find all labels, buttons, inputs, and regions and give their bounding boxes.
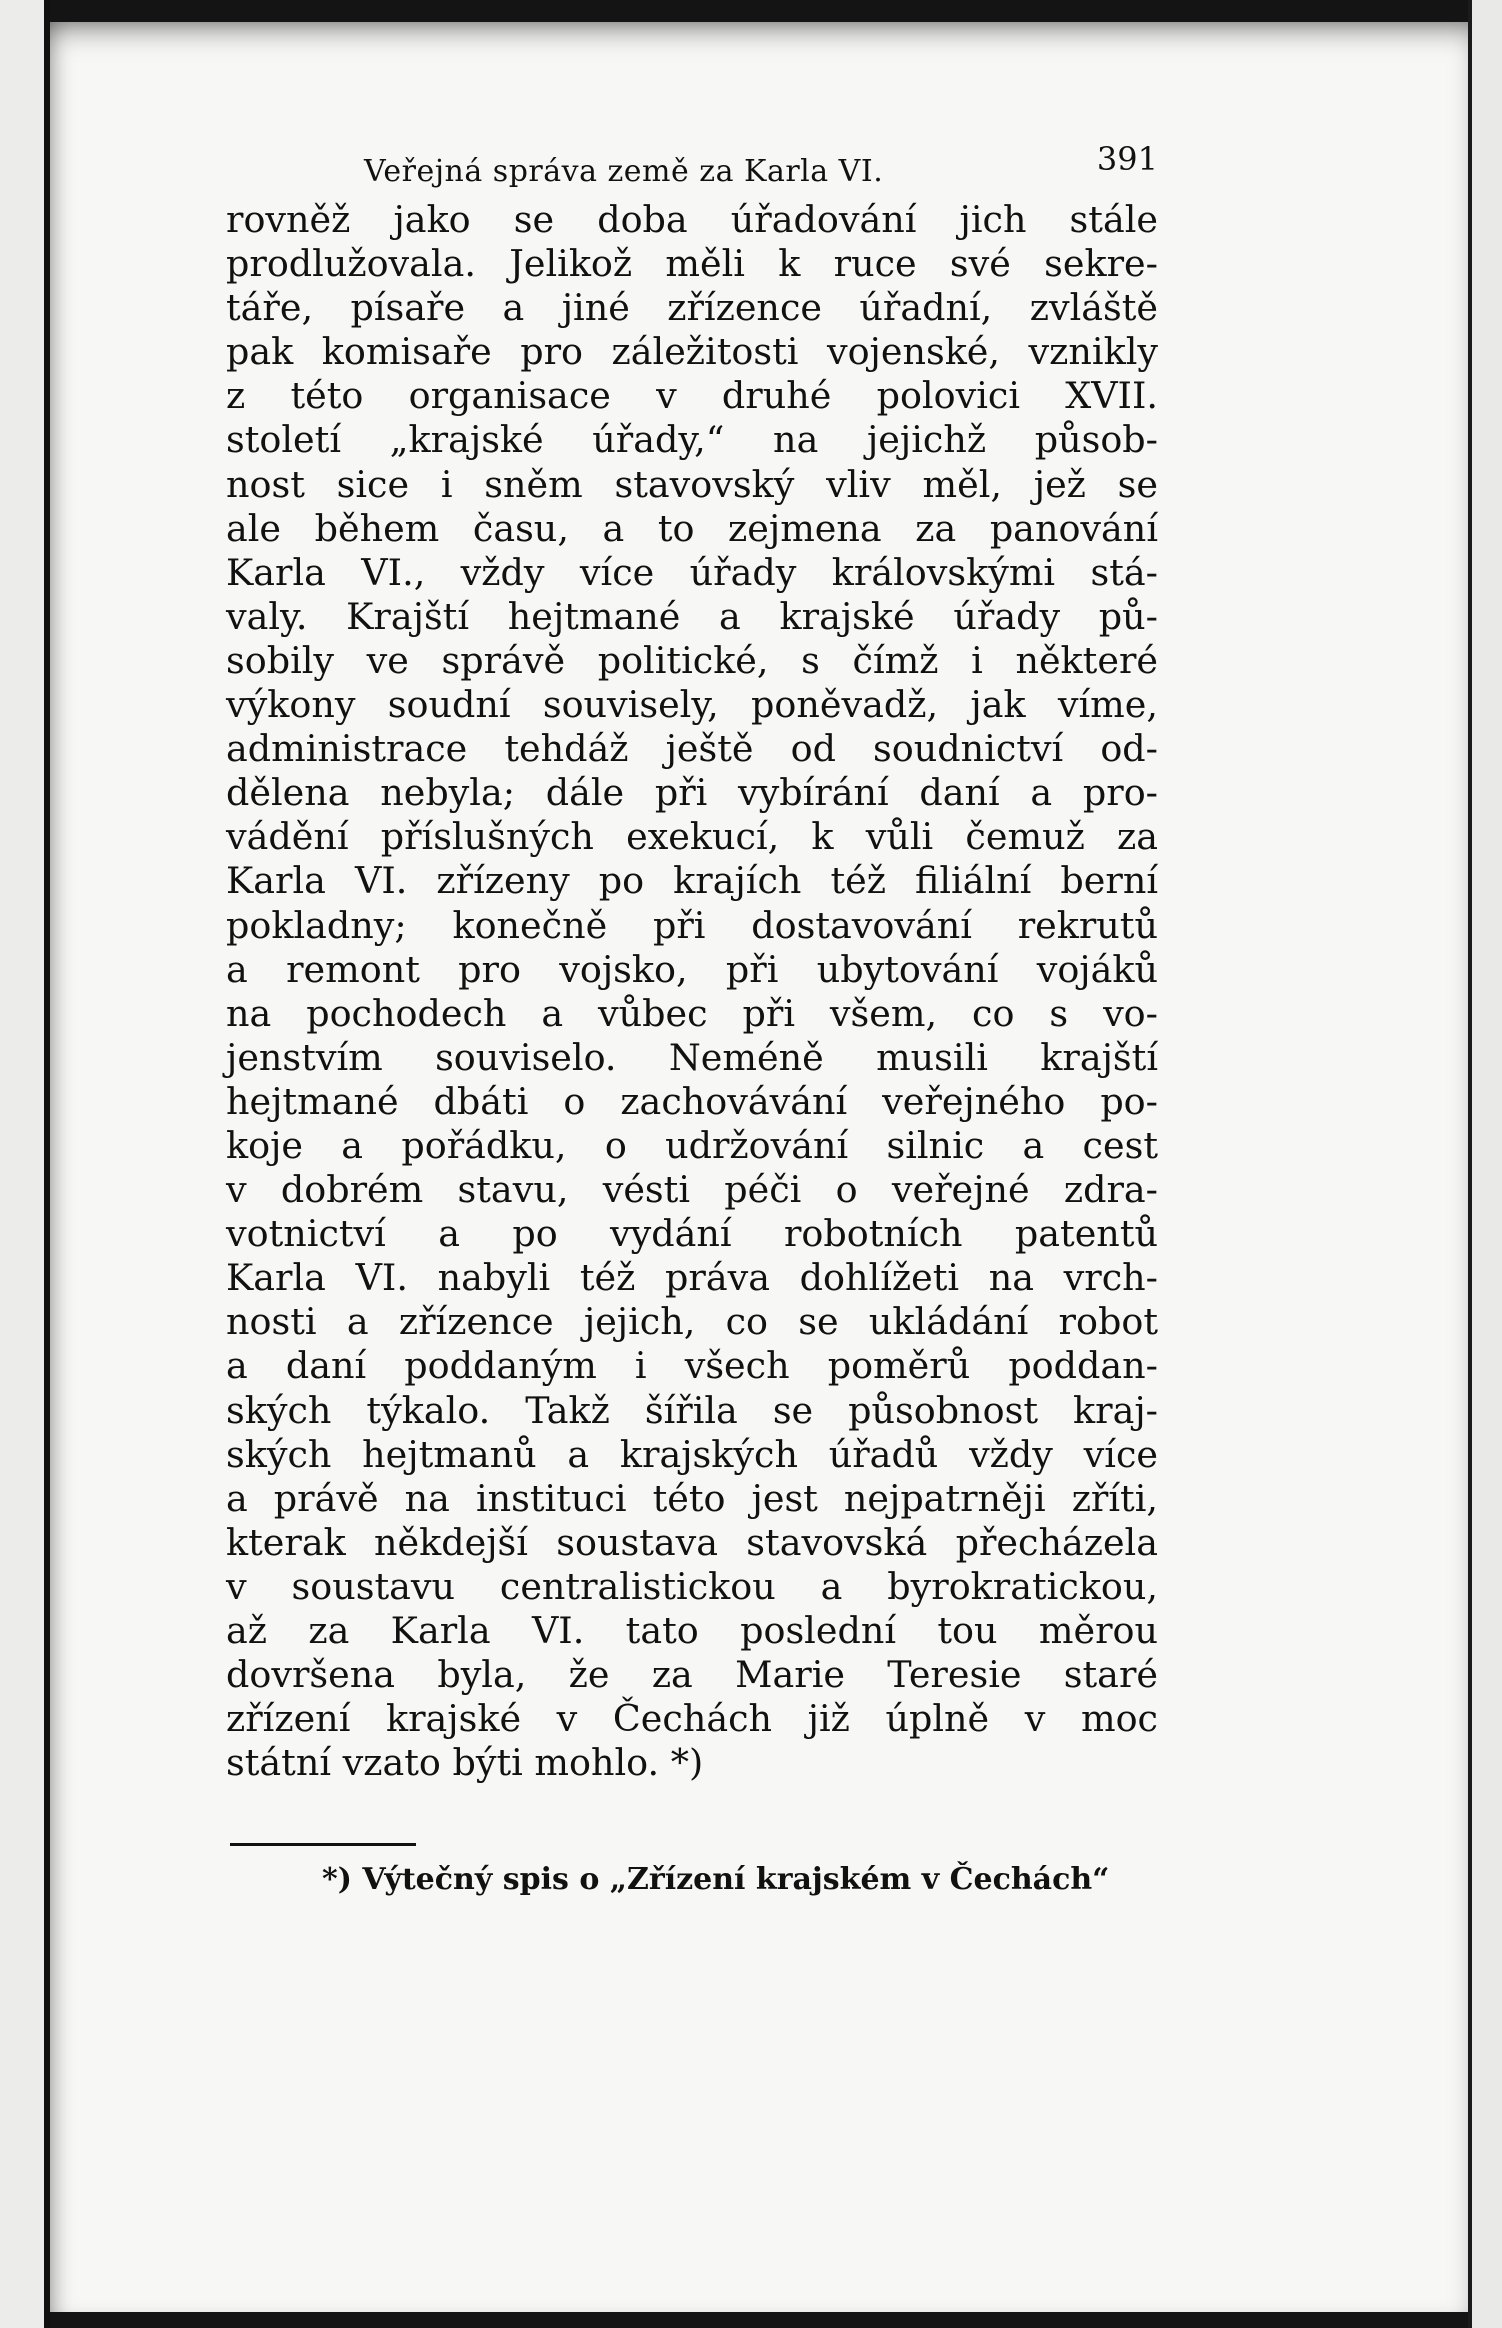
text-line: dovršena byla, že za Marie Teresie staré [226, 1653, 1158, 1697]
footnote: *) Výtečný spis o „Zřízení krajském v Čechách“ [322, 1862, 1110, 1897]
left-page-edge [0, 0, 50, 2328]
text-line: století „krajské úřady,“ na jejichž působ- [226, 418, 1158, 462]
text-line: valy. Krajští hejtmané a krajské úřady pů- [226, 594, 1158, 638]
text-line: kterak někdejší soustava stavovská přecházela [226, 1520, 1158, 1564]
text-line: dělena nebyla; dále při vybírání daní a pro- [226, 771, 1158, 815]
text-line: votnictví a po vydání robotních patentů [226, 1212, 1158, 1256]
text-line: a remont pro vojsko, při ubytování vojáků [226, 947, 1158, 991]
text-line: až za Karla VI. tato poslední tou měrou [226, 1609, 1158, 1652]
text-line: a daní poddaným i všech poměrů poddan- [226, 1344, 1158, 1388]
text-line: nosti a zřízence jejich, co se ukládání robot [226, 1300, 1158, 1344]
text-line: Karla VI. nabyli též práva dohlížeti na vrch- [226, 1256, 1158, 1300]
running-title: Veřejná správa země za Karla VI. [364, 154, 884, 189]
text-line: na pochodech a vůbec při všem, co s vo- [226, 991, 1158, 1035]
text-line: ale během času, a to zejmena za panování [226, 506, 1158, 550]
text-line: administrace tehdáž ještě od soudnictví od- [226, 727, 1158, 771]
text-line: v dobrém stavu, vésti péči o veřejné zdra- [226, 1168, 1158, 1212]
text-line: ských týkalo. Takž šířila se působnost kraj- [226, 1388, 1158, 1432]
text-line: rovněž jako se doba úřadování jich stále [226, 198, 1158, 241]
text-line: koje a pořádku, o udržování silnic a cest [226, 1123, 1158, 1167]
text-line: pokladny; konečně při dostavování rekrutů [226, 903, 1158, 947]
text-block [226, 140, 1158, 1785]
text-line: státní vzato býti mohlo. *) [226, 1741, 704, 1785]
right-page-edge [1468, 0, 1502, 2328]
text-line: pak komisaře pro záležitosti vojenské, vznikly [226, 330, 1158, 374]
text-line: výkony soudní souvisely, poněvadž, jak víme, [226, 683, 1158, 727]
text-line: z této organisace v druhé polovici XVII. [226, 374, 1158, 418]
footnote-rule [230, 1843, 416, 1846]
text-line: hejtmané dbáti o zachovávání veřejného po- [226, 1079, 1158, 1123]
text-line: Karla VI., vždy více úřady královskými stá- [226, 550, 1158, 594]
text-line: vádění příslušných exekucí, k vůli čemuž za [226, 815, 1158, 859]
page-number: 391 [1096, 140, 1158, 178]
text-line: prodlužovala. Jelikož měli k ruce své sekre- [226, 242, 1158, 286]
text-line: nost sice i sněm stavovský vliv měl, jež se [226, 462, 1158, 506]
text-line: sobily ve správě politické, s čímž i některé [226, 638, 1158, 682]
text-line: zřízení krajské v Čechách již úplně v moc [226, 1697, 1158, 1741]
text-line: Karla VI. zřízeny po krajích též filiální berní [226, 859, 1158, 903]
running-head [226, 140, 1158, 198]
text-line: a právě na instituci této jest nejpatrněji zříti, [226, 1476, 1158, 1520]
text-line: jenstvím souviselo. Neméně musili krajští [226, 1035, 1158, 1079]
body-text [226, 198, 1158, 1785]
text-line: táře, písaře a jiné zřízence úřadní, zvláště [226, 286, 1158, 330]
text-line: ských hejtmanů a krajských úřadů vždy více [226, 1432, 1158, 1476]
text-line: v soustavu centralistickou a byrokratickou, [226, 1564, 1158, 1608]
